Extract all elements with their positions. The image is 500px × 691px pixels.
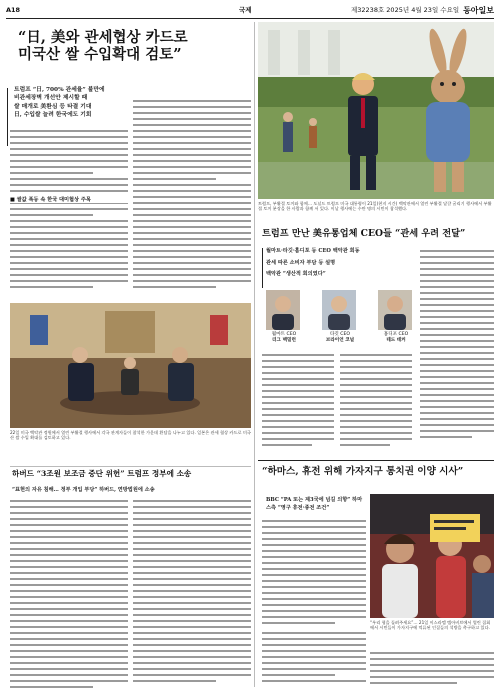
- ceo-title: 타깃 CEO: [329, 332, 351, 337]
- meeting-photo: [10, 303, 251, 428]
- protest-scene: [370, 494, 494, 618]
- story1-deck: [14, 86, 129, 120]
- story3-deck: [266, 246, 376, 281]
- story3-deck-line: 월마트·타깃·홈디포 등 CEO 백악관 회동: [266, 248, 360, 254]
- story1-headline-line1: “日, 美와 관세협상 카드로: [18, 29, 188, 46]
- protest-photo-caption: “우리 형을 돌려주세요”… 21일 이스라엘 텔아비브에서 열린 집회에서 시민들이 가자지구에 억류된 인질들의 석방을 촉구하고 있다.: [370, 620, 491, 631]
- story4-deck: BBC “PA 또는 제3국에 넘길 의향” 하마스측 “영구 휴전·종전 조건”: [266, 497, 363, 511]
- story1-headline-line2: 미국산 쌀 수입확대 검토”: [18, 46, 182, 63]
- story4-body-col1: [262, 520, 366, 630]
- story1-headline: [18, 29, 208, 63]
- ceo-name: 더그 맥밀런: [272, 338, 296, 343]
- ceo-photo: [322, 290, 356, 330]
- story3-deck-line: 백악관 “생산적 회의였다”: [266, 271, 326, 277]
- story2-deck: “표현의 자유 침해… 정부 개입 부당” 하버드, 연방법원에 소송: [12, 487, 155, 493]
- story3-body-col1: [262, 354, 334, 454]
- ceo-label: [320, 332, 360, 344]
- meeting-photo-caption: 22일 미국 백악관 정원에서 열린 부활절 행사에서 각국 관계자들이 참석한 가운데 환담을 나누고 있다. 일본은 관세 협상 카드로 미국산 쌀 수입 확대를 검토하고 있다.: [10, 430, 251, 441]
- story4-top-rule: [258, 460, 494, 461]
- ceo-title: 월마트 CEO: [271, 332, 297, 337]
- ceo-name: 테드 데커: [386, 338, 406, 343]
- story3-body-col2: [340, 354, 412, 454]
- ceo-photo: [378, 290, 412, 330]
- ceo-photo: [266, 290, 300, 330]
- story1-subhead: ■ 쌀값 폭등 속 한국 대미협상 주목: [10, 196, 128, 203]
- story3-deck-marker: [262, 248, 263, 288]
- story2-body-col2: [133, 500, 251, 688]
- story1-body-col1: [10, 130, 128, 300]
- story1-deck-line: 쌀 매개로 美환심 등 타결 기대: [14, 103, 92, 110]
- story1-body-col2: [133, 100, 251, 300]
- story2-headline: 하버드 “3조원 보조금 중단 위헌” 트럼프 정부에 소송: [12, 469, 192, 478]
- story2-divider: [10, 466, 251, 467]
- ceo-label: [376, 332, 416, 344]
- newspaper-name: 동아일보: [463, 5, 494, 15]
- story4-body-col3: [370, 652, 494, 688]
- easter-photo: [258, 22, 494, 199]
- story3-deck-line: 관세 따른 소비자 부담 등 설명: [266, 259, 336, 266]
- easter-photo-caption: 트럼프, 부활절 토끼와 함께… 도널드 트럼프 미국 대통령이 21일(현지 시간) 백악관에서 열린 부활절 달걀 굴리기 행사에서 부활절 토끼 분장을 한 사람과 함께 서 있다. 이날 행사에는 수만 명의 시민이 참석했다.: [258, 201, 492, 212]
- story4-headline: “하마스, 휴전 위해 가자지구 통치권 이양 시사”: [262, 466, 464, 477]
- deck-marker: [7, 88, 8, 146]
- ceo-name: 브라이언 코널: [325, 338, 355, 343]
- page-number: A18: [6, 6, 21, 14]
- ceo-title: 홈디포 CEO: [383, 332, 409, 337]
- story4-body-col2: [262, 632, 366, 688]
- protest-photo: [370, 494, 494, 618]
- story3-body-col3: [420, 250, 494, 454]
- issue-date: 제32238호 2025년 4월 23일 수요일: [351, 6, 460, 14]
- story2-body-col1: [10, 500, 128, 688]
- story1-deck-line: 트럼프 “日, 700% 관세율” 불만에: [14, 87, 105, 93]
- meeting-scene: [10, 303, 251, 428]
- ceo-mugshots: [262, 290, 422, 350]
- ceo-label: [264, 332, 304, 344]
- page-header: [6, 2, 494, 19]
- easter-scene: [258, 22, 494, 199]
- column-divider: [254, 22, 255, 687]
- story1-deck-line: 비관세장벽 개선안 제시할 때: [14, 95, 88, 102]
- story1-deck-line: 日, 수입쌀 늘려 한국에도 기회: [14, 112, 92, 119]
- story3-headline: 트럼프 만난 美유통업체 CEO들 “관세 우려 전달”: [262, 228, 466, 239]
- section-name: 국제: [239, 6, 252, 14]
